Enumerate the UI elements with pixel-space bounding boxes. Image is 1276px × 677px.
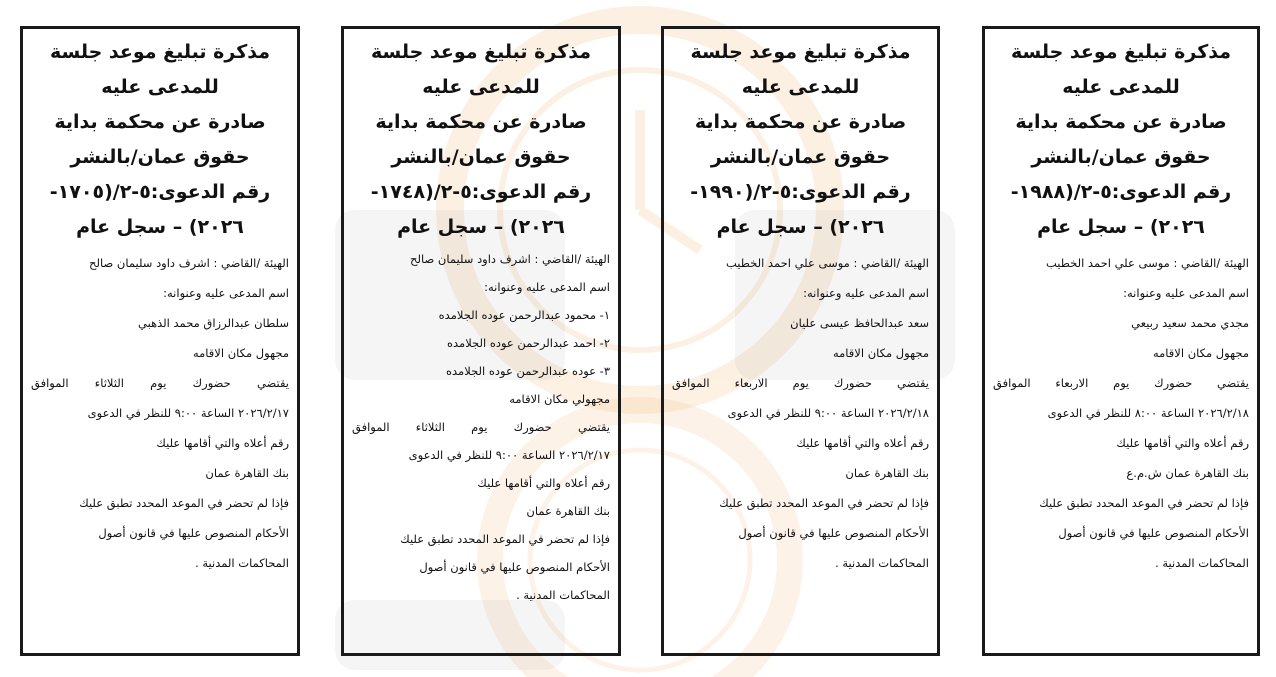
body-line: فإذا لم تحضر في الموعد المحدد تطبق عليك — [400, 532, 610, 546]
body-line: الأحكام المنصوص عليها في قانون أصول — [419, 560, 610, 574]
heading-line: صادرة عن محكمة بداية — [694, 111, 907, 133]
defendant-name: ٢- احمد عبدالرحمن عوده الجلامده — [446, 336, 610, 350]
hearing-day-line: يقتضي حضورك يوم الثلاثاء الموافق — [352, 420, 610, 434]
defendant-label: اسم المدعى عليه وعنوانه: — [1123, 286, 1249, 300]
case-number-line: رقم الدعوى:٥-٢/(١٩٨٨- — [1010, 181, 1232, 203]
plaintiff-line: بنك القاهرة عمان ش.م.ع — [1126, 466, 1249, 480]
notice-body — [993, 248, 1249, 578]
body-line: المحاكمات المدنية . — [835, 556, 929, 570]
hearing-date-line: ٢٠٢٦/٢/١٨ الساعة ٩:٠٠ للنظر في الدعوى — [727, 406, 929, 420]
notice-card — [982, 26, 1260, 656]
case-number-line: رقم الدعوى:٥-٢/(١٧٠٥- — [49, 181, 271, 203]
defendant-label: اسم المدعى عليه وعنوانه: — [803, 286, 929, 300]
case-year-line: ٢٠٢٦) – سجل عام — [397, 216, 565, 238]
residence-line: مجهول مكان الاقامه — [192, 346, 289, 360]
body-line: فإذا لم تحضر في الموعد المحدد تطبق عليك — [79, 496, 289, 510]
case-year-line: ٢٠٢٦) – سجل عام — [1037, 216, 1205, 238]
case-year-line: ٢٠٢٦) – سجل عام — [716, 216, 885, 238]
residence-line: مجهول مكان الاقامه — [1152, 346, 1249, 360]
notice-card — [341, 26, 621, 656]
notice-heading — [31, 35, 289, 245]
heading-line: حقوق عمان/بالنشر — [1031, 146, 1211, 168]
defendant-name: سلطان عبدالرزاق محمد الذهبي — [138, 316, 289, 330]
heading-line: للمدعى عليه — [1062, 76, 1180, 98]
defendant-name: سعد عبدالحافظ عيسى عليان — [790, 316, 929, 330]
body-line: المحاكمات المدنية . — [516, 588, 610, 602]
body-line: رقم أعلاه والتي أقامها عليك — [156, 436, 289, 450]
notice-body — [352, 245, 610, 609]
judge-line: الهيئة /القاضي : اشرف داود سليمان صالح — [89, 256, 289, 270]
notice-card — [20, 26, 300, 656]
defendant-label: اسم المدعى عليه وعنوانه: — [484, 280, 610, 294]
heading-line: صادرة عن محكمة بداية — [375, 111, 587, 133]
judge-line: الهيئة /القاضي : موسى علي احمد الخطيب — [725, 256, 929, 270]
body-line: الأحكام المنصوص عليها في قانون أصول — [738, 526, 929, 540]
heading-line: صادرة عن محكمة بداية — [54, 111, 266, 133]
defendant-name: ٣- عوده عبدالرحمن عوده الجلامده — [446, 364, 610, 378]
plaintiff-line: بنك القاهرة عمان — [845, 466, 929, 480]
plaintiff-line: بنك القاهرة عمان — [205, 466, 289, 480]
hearing-date-line: ٢٠٢٦/٢/١٧ الساعة ٩:٠٠ للنظر في الدعوى — [408, 448, 610, 462]
hearing-day-line: يقتضي حضورك يوم الاربعاء الموافق — [993, 376, 1249, 390]
body-line: المحاكمات المدنية . — [195, 556, 289, 570]
notice-body — [672, 248, 929, 578]
body-line: الأحكام المنصوص عليها في قانون أصول — [1058, 526, 1249, 540]
residence-line: مجهول مكان الاقامه — [832, 346, 929, 360]
hearing-date-line: ٢٠٢٦/٢/١٨ الساعة ٨:٠٠ للنظر في الدعوى — [1047, 406, 1249, 420]
heading-line: صادرة عن محكمة بداية — [1015, 111, 1227, 133]
heading-line: مذكرة تبليغ موعد جلسة — [690, 41, 911, 63]
residence-line: مجهولي مكان الاقامه — [509, 392, 610, 406]
body-line: فإذا لم تحضر في الموعد المحدد تطبق عليك — [1039, 496, 1249, 510]
notice-heading — [352, 35, 610, 245]
notice-heading — [672, 35, 929, 245]
body-line: فإذا لم تحضر في الموعد المحدد تطبق عليك — [719, 496, 929, 510]
hearing-day-line: يقتضي حضورك يوم الاربعاء الموافق — [672, 376, 929, 390]
heading-line: مذكرة تبليغ موعد جلسة — [371, 41, 591, 63]
judge-line: الهيئة /القاضي : اشرف داود سليمان صالح — [410, 252, 610, 266]
notice-card — [661, 26, 940, 656]
heading-line: حقوق عمان/بالنشر — [391, 146, 571, 168]
body-line: رقم أعلاه والتي أقامها عليك — [1116, 436, 1249, 450]
judge-line: الهيئة /القاضي : موسى علي احمد الخطيب — [1045, 256, 1249, 270]
body-line: رقم أعلاه والتي أقامها عليك — [477, 476, 610, 490]
body-line: رقم أعلاه والتي أقامها عليك — [796, 436, 929, 450]
case-number-line: رقم الدعوى:٥-٢/(١٩٩٠- — [690, 181, 911, 203]
heading-line: مذكرة تبليغ موعد جلسة — [1011, 41, 1231, 63]
plaintiff-line: بنك القاهرة عمان — [526, 504, 610, 518]
body-line: المحاكمات المدنية . — [1155, 556, 1249, 570]
case-year-line: ٢٠٢٦) – سجل عام — [76, 216, 244, 238]
notice-body — [31, 248, 289, 578]
hearing-day-line: يقتضي حضورك يوم الثلاثاء الموافق — [31, 376, 289, 390]
defendant-name: ١- محمود عبدالرحمن عوده الجلامده — [438, 308, 610, 322]
heading-line: مذكرة تبليغ موعد جلسة — [50, 41, 270, 63]
defendant-label: اسم المدعى عليه وعنوانه: — [163, 286, 289, 300]
body-line: الأحكام المنصوص عليها في قانون أصول — [98, 526, 289, 540]
defendant-name: مجدي محمد سعيد ربيعي — [1131, 316, 1249, 330]
heading-line: للمدعى عليه — [101, 76, 219, 98]
notice-heading — [993, 35, 1249, 245]
hearing-date-line: ٢٠٢٦/٢/١٧ الساعة ٩:٠٠ للنظر في الدعوى — [87, 406, 289, 420]
heading-line: للمدعى عليه — [741, 76, 860, 98]
case-number-line: رقم الدعوى:٥-٢/(١٧٤٨- — [370, 181, 592, 203]
heading-line: للمدعى عليه — [422, 76, 540, 98]
heading-line: حقوق عمان/بالنشر — [70, 146, 250, 168]
heading-line: حقوق عمان/بالنشر — [710, 146, 891, 168]
